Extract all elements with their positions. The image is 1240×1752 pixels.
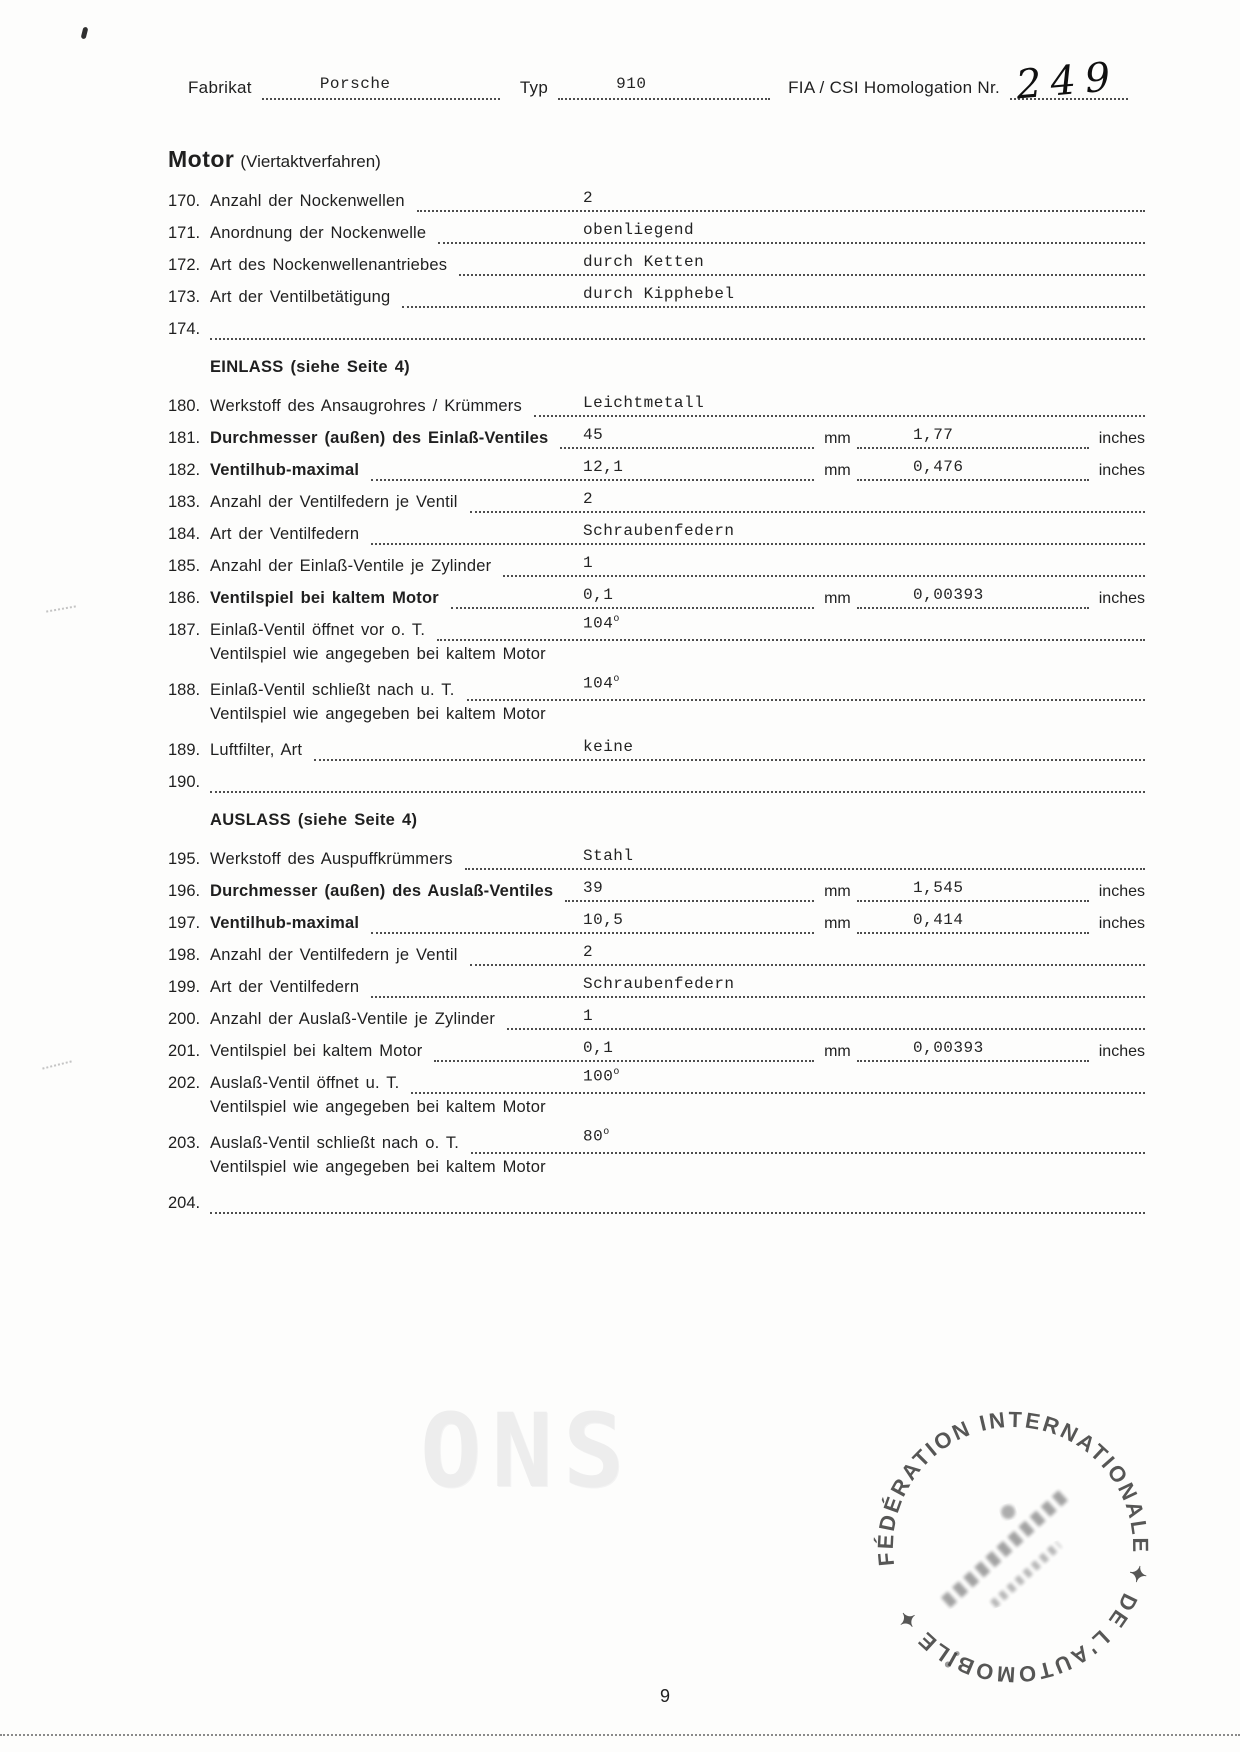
page-title (168, 146, 381, 173)
form-row (168, 737, 1145, 761)
form-row (168, 521, 1145, 545)
item-value-inches: 0,476 (913, 458, 964, 476)
form-row (168, 878, 1145, 902)
unit-inches: inches (1098, 883, 1145, 900)
dotted-line (417, 186, 1145, 212)
form-row (168, 1190, 1145, 1214)
dotted-line (210, 1188, 1145, 1214)
item-value-inches: 0,414 (913, 911, 964, 929)
form-row (168, 1006, 1145, 1030)
form-row (168, 220, 1145, 244)
unit-mm: mm (824, 915, 851, 932)
margin-scan-artifact (46, 605, 76, 612)
item-label: Einlaß-Ventil öffnet vor o. T. (210, 621, 426, 639)
item-label: Art der Ventilfedern (210, 525, 360, 543)
item-value: 100$^o$ (583, 1066, 620, 1085)
motor-title: Motor (168, 146, 235, 172)
dotted-line (471, 1128, 1145, 1154)
dotted-line (437, 615, 1145, 641)
item-label: Durchmesser (außen) des Einlaß-Ventiles (210, 429, 549, 447)
item-value: Stahl (583, 847, 634, 865)
item-value-mm: 12,1 (583, 458, 624, 476)
item-label: Werkstoff des Ansaugrohres / Krümmers (210, 397, 522, 415)
item-number: 195. (168, 850, 201, 868)
dotted-line (465, 844, 1145, 870)
item-label: Anzahl der Ventilfedern je Ventil (210, 946, 458, 964)
dotted-line (470, 487, 1145, 513)
degree-superscript: o (613, 613, 620, 625)
item-number: 171. (168, 224, 201, 242)
unit-mm: mm (824, 590, 851, 607)
item-value-inches: 0,00393 (913, 586, 984, 604)
svg-text:FÉDÉRATION INTERNATIONALE ✦ DE (841, 1374, 1186, 1720)
dotted-line (459, 250, 1145, 276)
item-number: 185. (168, 557, 201, 575)
dotted-line (438, 218, 1145, 244)
dotted-line (371, 972, 1145, 998)
ons-watermark: ONS (420, 1392, 635, 1511)
unit-mm: mm (824, 430, 851, 447)
form-row (168, 769, 1145, 793)
item-value: 104$^o$ (583, 613, 620, 632)
item-value-inches: 1,545 (913, 879, 964, 897)
form-row (168, 910, 1145, 934)
item-value: 1 (583, 1007, 594, 1025)
typ-field (558, 72, 770, 100)
item-number: 181. (168, 429, 201, 447)
item-value: Leichtmetall (583, 394, 705, 412)
unit-mm: mm (824, 1043, 851, 1060)
item-number: 188. (168, 681, 201, 699)
unit-inches: inches (1098, 590, 1145, 607)
unit-inches: inches (1098, 430, 1145, 447)
homologation-label: FIA / CSI Homologation Nr. (788, 78, 1001, 97)
stamp-center-smudge (982, 1544, 1070, 1605)
page-number: 9 (660, 1686, 671, 1706)
item-label: Art der Ventilfedern (210, 978, 360, 996)
item-label: Werkstoff des Auspuffkrümmers (210, 850, 453, 868)
item-value-inches: 1,77 (913, 426, 954, 444)
item-value: 2 (583, 490, 594, 508)
dotted-line (467, 675, 1146, 701)
dotted-line (451, 583, 814, 609)
item-label: Auslaß-Ventil öffnet u. T. (210, 1074, 400, 1092)
item-label: Einlaß-Ventil schließt nach u. T. (210, 681, 455, 699)
form-row (168, 284, 1145, 308)
item-label: Art des Nockenwellenantriebes (210, 256, 448, 274)
form-row (168, 425, 1145, 449)
item-label: Luftfilter, Art (210, 741, 303, 759)
dotted-line (503, 551, 1145, 577)
valve-clearance-note: Ventilspiel wie angegeben bei kaltem Motor (210, 705, 546, 723)
stamp-center-blob (1000, 1503, 1017, 1520)
degree-superscript: o (603, 1126, 610, 1138)
item-number: 202. (168, 1074, 201, 1092)
item-number: 183. (168, 493, 201, 511)
valve-clearance-note: Ventilspiel wie angegeben bei kaltem Motor (210, 1158, 546, 1176)
item-value-inches: 0,00393 (913, 1039, 984, 1057)
item-number: 203. (168, 1134, 201, 1152)
form-row (168, 1066, 1145, 1094)
valve-clearance-note: Ventilspiel wie angegeben bei kaltem Motor (210, 645, 546, 663)
dotted-line (411, 1068, 1145, 1094)
item-number: 198. (168, 946, 201, 964)
item-label: Ventilspiel bei kaltem Motor (210, 1042, 423, 1060)
item-number: 174. (168, 320, 201, 338)
unit-inches: inches (1098, 915, 1145, 932)
dotted-line (210, 314, 1145, 340)
item-number: 189. (168, 741, 201, 759)
item-label: Anordnung der Nockenwelle (210, 224, 427, 242)
form-row (168, 316, 1145, 340)
dotted-line (314, 735, 1145, 761)
item-number: 199. (168, 978, 201, 996)
motor-subtitle: (Viertaktverfahren) (240, 152, 381, 171)
form-row (168, 942, 1145, 966)
dotted-line (857, 455, 1089, 481)
item-number: 170. (168, 192, 201, 210)
item-number: 187. (168, 621, 201, 639)
form-row (168, 673, 1145, 701)
section-heading: EINLASS (siehe Seite 4) (210, 358, 410, 376)
item-label: Anzahl der Nockenwellen (210, 192, 405, 210)
homologation-number-handwritten: 249 (1014, 53, 1122, 109)
form-row (168, 489, 1145, 513)
item-number: 182. (168, 461, 201, 479)
unit-inches: inches (1098, 1043, 1145, 1060)
item-label: Durchmesser (außen) des Auslaß-Ventiles (210, 882, 554, 900)
bottom-dotted-line (0, 1734, 1240, 1736)
form-row (168, 846, 1145, 870)
item-number: 201. (168, 1042, 201, 1060)
fia-stamp (821, 1355, 1204, 1738)
form-body (168, 188, 1145, 1222)
item-value-mm: 39 (583, 879, 604, 897)
item-number: 196. (168, 882, 201, 900)
item-number: 172. (168, 256, 201, 274)
item-value: 1 (583, 554, 594, 572)
item-value: Schraubenfedern (583, 975, 735, 993)
form-row (168, 393, 1145, 417)
item-value-mm: 0,1 (583, 1039, 614, 1057)
dotted-line (857, 908, 1089, 934)
item-value: 80$^o$ (583, 1126, 610, 1145)
item-value: obenliegend (583, 221, 695, 239)
item-label: Ventilhub-maximal (210, 461, 360, 479)
form-row (168, 553, 1145, 577)
dotted-line (507, 1004, 1145, 1030)
item-number: 197. (168, 914, 201, 932)
fabrikat-field (262, 72, 500, 100)
degree-superscript: o (613, 673, 620, 685)
dotted-line (371, 519, 1145, 545)
stamp-ring-text: FÉDÉRATION INTERNATIONALE ✦ DE L'AUTOMOBILE ✦ (872, 1406, 1154, 1688)
item-number: 204. (168, 1194, 201, 1212)
item-label: Ventilhub-maximal (210, 914, 360, 932)
form-row (168, 1038, 1145, 1062)
form-row (168, 613, 1145, 641)
fia-stamp-graphic (821, 1355, 1204, 1738)
form-row (168, 1126, 1145, 1154)
item-number: 190. (168, 773, 201, 791)
item-number: 180. (168, 397, 201, 415)
dotted-line (210, 767, 1145, 793)
item-value-mm: 10,5 (583, 911, 624, 929)
item-value: 2 (583, 943, 594, 961)
degree-superscript: o (613, 1066, 620, 1078)
margin-scan-artifact (42, 1060, 72, 1069)
item-label: Anzahl der Ventilfedern je Ventil (210, 493, 458, 511)
form-row (168, 974, 1145, 998)
form-row (168, 457, 1145, 481)
form-row (168, 585, 1145, 609)
unit-mm: mm (824, 883, 851, 900)
dotted-line (857, 423, 1089, 449)
item-label: Anzahl der Auslaß-Ventile je Zylinder (210, 1010, 496, 1028)
form-row (168, 252, 1145, 276)
fabrikat-label: Fabrikat (188, 78, 252, 97)
item-value: Schraubenfedern (583, 522, 735, 540)
item-label: Auslaß-Ventil schließt nach o. T. (210, 1134, 460, 1152)
item-value: 2 (583, 189, 594, 207)
unit-mm: mm (824, 462, 851, 479)
item-value: 104$^o$ (583, 673, 620, 692)
item-value-mm: 0,1 (583, 586, 614, 604)
typ-value: 910 (616, 75, 647, 93)
scan-tick-mark (81, 27, 89, 40)
homologation-field (1010, 53, 1128, 109)
valve-clearance-note: Ventilspiel wie angegeben bei kaltem Motor (210, 1098, 546, 1116)
item-value-mm: 45 (583, 426, 604, 444)
item-value: keine (583, 738, 634, 756)
item-value: durch Ketten (583, 253, 705, 271)
dotted-line (402, 282, 1145, 308)
dotted-line (434, 1036, 814, 1062)
section-heading: AUSLASS (siehe Seite 4) (210, 811, 418, 829)
dotted-line (857, 876, 1089, 902)
item-label: Art der Ventilbetätigung (210, 288, 391, 306)
item-number: 173. (168, 288, 201, 306)
item-label: Anzahl der Einlaß-Ventile je Zylinder (210, 557, 492, 575)
fabrikat-value: Porsche (319, 75, 391, 93)
form-row (168, 188, 1145, 212)
item-number: 184. (168, 525, 201, 543)
item-number: 186. (168, 589, 201, 607)
unit-inches: inches (1098, 462, 1145, 479)
form-header (188, 53, 1140, 109)
dotted-line (470, 940, 1145, 966)
item-number: 200. (168, 1010, 201, 1028)
typ-label: Typ (519, 78, 549, 97)
item-label: Ventilspiel bei kaltem Motor (210, 589, 439, 607)
item-value: durch Kipphebel (583, 285, 735, 303)
